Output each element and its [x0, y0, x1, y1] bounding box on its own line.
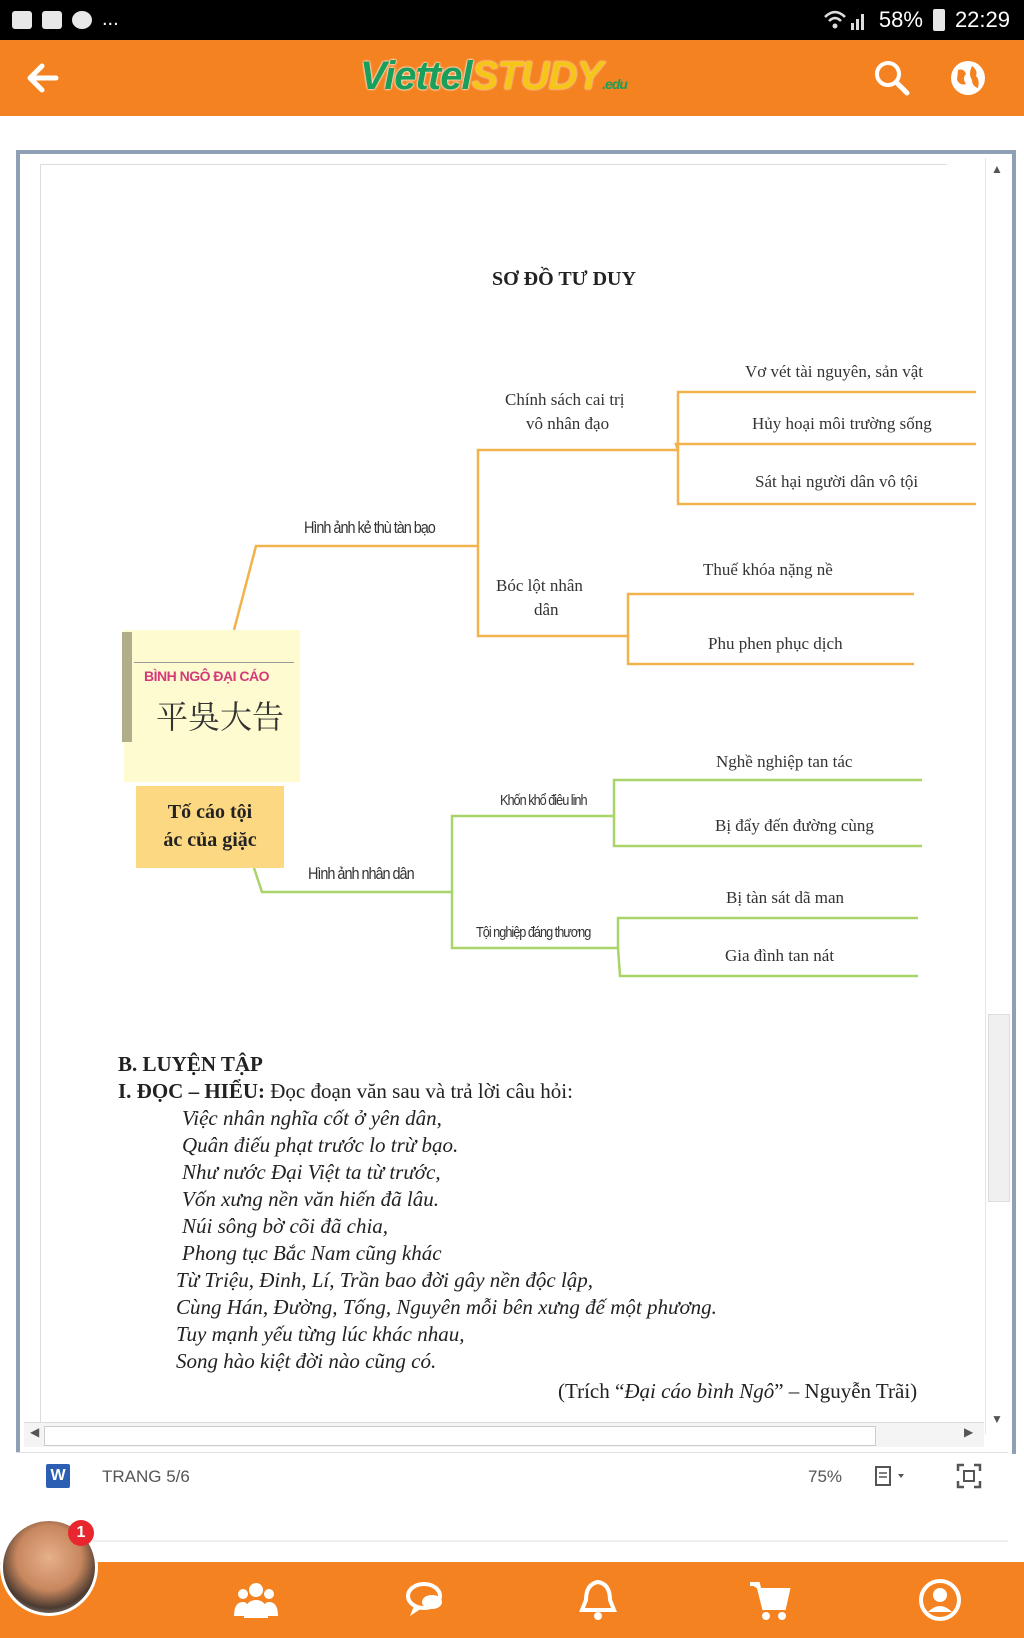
- zoom-level[interactable]: 75%: [808, 1467, 843, 1486]
- connector-leaf-8: [618, 918, 918, 948]
- logo-study-text: STUDY: [471, 54, 603, 98]
- notification-badge: 1: [68, 1520, 94, 1546]
- poem-line-7: Từ Triệu, Đinh, Lí, Trần bao đời gây nền độc lập,: [176, 1268, 594, 1292]
- viewer-status-bar: [16, 1452, 1008, 1499]
- branch-1-label: Hình ảnh kẻ thù tàn bạo: [304, 518, 435, 537]
- logo-viettel-text: Viettel: [360, 54, 472, 98]
- scroll-right-icon[interactable]: ▶: [964, 1425, 974, 1439]
- part-i-text: Đọc đoạn văn sau và trả lời câu hỏi:: [265, 1079, 573, 1103]
- connector-branch1-a: [478, 450, 678, 546]
- groups-icon[interactable]: [234, 1578, 278, 1622]
- part-i-label: I. ĐỌC – HIỂU:: [118, 1079, 266, 1103]
- profile-icon[interactable]: [918, 1578, 962, 1622]
- branch-1a-line-2: vô nhân đạo: [526, 414, 610, 433]
- scroll-down-icon[interactable]: ▼: [991, 1412, 1003, 1426]
- central-node-label: BÌNH NGÔ ĐẠI CÁO: [144, 668, 269, 684]
- mindmap-central-node: [124, 630, 300, 782]
- mindmap-leaf-3: Sát hại người dân vô tội: [755, 472, 919, 491]
- poem-line-5: Núi sông bờ cõi đã chia,: [182, 1214, 389, 1238]
- mindmap-leaf-4: Thuế khóa nặng nề: [703, 560, 833, 579]
- logo-suffix-text: .edu: [602, 76, 627, 92]
- connector-branch2-a: [452, 816, 614, 892]
- branch-2a-label: Khốn khổ điêu linh: [500, 792, 587, 809]
- connector-leaf-4: [628, 594, 914, 636]
- poem-line-8: Cùng Hán, Đường, Tống, Nguyên mỗi bên xưng đế một phương.: [176, 1295, 717, 1319]
- central-node-divider: [134, 662, 294, 663]
- more-notifications: ...: [102, 8, 119, 30]
- clock: 22:29: [954, 7, 1010, 32]
- battery-percent: 58%: [878, 7, 923, 32]
- connector-leaf-6: [614, 780, 922, 816]
- topic-line-1: Tố cáo tội: [167, 801, 253, 823]
- central-node-chinese: 平吳大告: [156, 698, 285, 736]
- mindmap-leaf-9: Gia đình tan nát: [725, 946, 835, 965]
- poem-line-2: Quân điếu phạt trước lo trừ bạo.: [182, 1133, 459, 1157]
- branch-1b-line-2: dân: [534, 600, 559, 619]
- mindmap-leaf-5: Phu phen phục dịch: [708, 634, 843, 653]
- scroll-up-icon[interactable]: ▲: [991, 162, 1003, 176]
- branch-2-label: Hình ảnh nhân dân: [308, 864, 414, 883]
- poem-line-10: Song hào kiệt đời nào cũng có.: [176, 1349, 437, 1373]
- poem-line-3: Như nước Đại Việt ta từ trước,: [182, 1160, 441, 1184]
- shopping-cart-icon[interactable]: [748, 1578, 792, 1622]
- topic-line-2: ác của giặc: [163, 829, 257, 851]
- mindmap-leaf-8: Bị tàn sát dã man: [726, 888, 845, 907]
- mindmap-leaf-2: Hủy hoại môi trường sống: [752, 414, 932, 433]
- section-b-heading: B. LUYỆN TẬP: [118, 1052, 263, 1076]
- chat-icon[interactable]: [404, 1578, 448, 1622]
- scroll-left-icon[interactable]: ◀: [30, 1425, 40, 1439]
- mindmap-leaf-1: Vơ vét tài nguyên, sản vật: [745, 362, 924, 381]
- mindmap-leaf-6: Nghề nghiệp tan tác: [716, 752, 853, 771]
- document-title: SƠ ĐỒ TƯ DUY: [492, 268, 636, 290]
- word-app-icon: W: [46, 1464, 70, 1488]
- mindmap-topic-node: [136, 786, 284, 868]
- poem-citation: [558, 1379, 917, 1404]
- branch-1a-line-1: Chính sách cai trị: [505, 390, 625, 409]
- poem-line-6: Phong tục Bắc Nam cũng khác: [182, 1241, 442, 1265]
- connector-branch1: [234, 546, 478, 630]
- citation-title: Đại cáo bình Ngô: [624, 1379, 775, 1403]
- poem-line-4: Vốn xưng nền văn hiến đã lâu.: [182, 1187, 439, 1211]
- separator: [92, 1540, 1008, 1542]
- part-i-instruction: [118, 1079, 573, 1104]
- fullscreen-icon[interactable]: [956, 1463, 982, 1489]
- notification-bell-icon[interactable]: [576, 1578, 620, 1622]
- branch-1b-line-1: Bóc lột nhân: [496, 576, 583, 595]
- mindmap-leaf-7: Bị đẩy đến đường cùng: [715, 816, 874, 835]
- poem-line-1: Việc nhân nghĩa cốt ở yên dân,: [182, 1106, 442, 1130]
- page-indicator: TRANG 5/6: [102, 1467, 190, 1486]
- citation-suffix: ” – Nguyễn Trãi): [774, 1379, 918, 1403]
- bottom-navigation: [0, 1562, 1024, 1638]
- connector-leaf-2: [676, 444, 976, 450]
- central-node-accent: [122, 632, 132, 742]
- poem-line-9: Tuy mạnh yếu từng lúc khác nhau,: [176, 1322, 465, 1346]
- citation-prefix: (Trích “: [558, 1379, 625, 1403]
- branch-2b-label: Tội nghiệp đáng thương: [476, 924, 591, 941]
- view-mode-icon[interactable]: [874, 1465, 910, 1487]
